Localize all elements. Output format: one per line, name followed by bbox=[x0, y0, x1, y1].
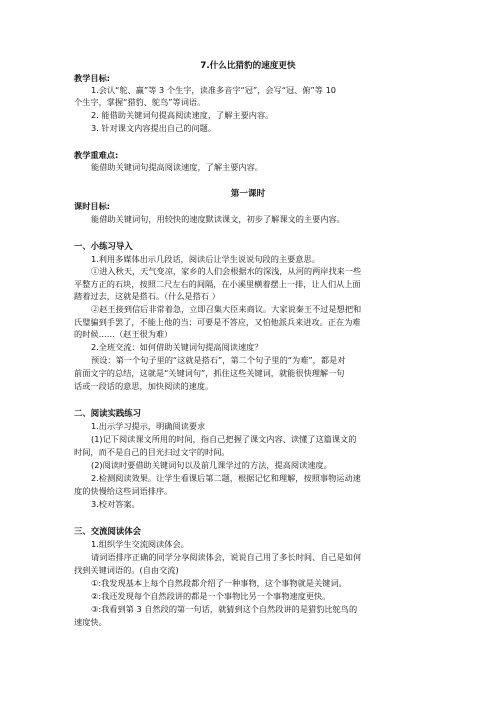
section-1-para-3-line-1: ②赵王接到信后非常着急，立即召集大臣来商议。大家说秦王不过是想把和 bbox=[91, 304, 362, 314]
section-1-para-5-line-2: 前面文字的总结，这就是“关键词句”，抓住这些关键词，就能很快理解一句 bbox=[74, 368, 345, 378]
key-points-text: 能借助关键词句提高阅读速度，了解主要内容。 bbox=[91, 162, 263, 172]
section-1-para-3-line-2: 氏璧骗到手罢了，不能上他的当；可要是不答应，又怕他派兵来进攻。正在为难 bbox=[74, 317, 361, 327]
section-2-para-5: 3.校对答案。 bbox=[91, 499, 140, 509]
section-1-para-5-line-3: 话或一段话的意思，加快阅读的速度。 bbox=[74, 381, 214, 391]
section-2-para-1: 1.出示学习提示，明确阅读要求 bbox=[91, 421, 206, 431]
section-3-para-3: ①:我发现基本上每个自然段都介绍了一种事物，这个事物就是关键词。 bbox=[91, 578, 347, 588]
document-title: 7.什么比猎豹的速度更快 bbox=[200, 61, 296, 71]
section-3-para-4: ②:我还发现每个自然段讲的都是一个事物比另一个事物速度更快。 bbox=[91, 591, 331, 601]
section-1-para-2-line-3: 踏着过去，这就是搭石。（什么是搭石 ） bbox=[74, 291, 220, 301]
section-1-para-1: 1.利用多媒体出示几段话，阅读后让学生说说句段的主要意思。 bbox=[91, 254, 320, 264]
section-1-para-4: 2.全班交流：如何借助关键词句提高阅读速度？ bbox=[91, 342, 263, 352]
section-1-para-3-line-3: 的时候……（赵王很为难） bbox=[74, 329, 173, 339]
section-3-para-5-line-1: ③:我看到第 3 自然段的第一句话，就猜到这个自然段讲的是猎豹比鸵鸟的 bbox=[91, 604, 358, 614]
lesson-title: 第一课时 bbox=[230, 189, 266, 199]
key-points-heading: 教学重难点: bbox=[74, 150, 119, 160]
goal-3: 3. 针对课文内容提出自己的问题。 bbox=[91, 123, 217, 133]
lesson-goal-text: 能借助关键词句，用较快的速度默读课文，初步了解课文的主要内容。 bbox=[91, 214, 345, 224]
lesson-goal-heading: 课时目标: bbox=[74, 201, 111, 211]
section-2-para-2-line-1: (1)记下阅读课文所用的时间，指自己把握了课文内容、读懂了这篇课文的 bbox=[91, 434, 357, 444]
section-3-para-1: 1.组织学生交流阅读体会。 bbox=[91, 539, 189, 549]
section-3-para-2-line-2: 找到关键词语的。(自由交流) bbox=[74, 565, 179, 575]
goal-2: 2. 能借助关键词句提高阅读速度，了解主要内容。 bbox=[91, 110, 274, 120]
goal-1-line-1: 1.会认“鸵、赢”等 3 个生字，读准多音字“冠”，会写“冠、俯”等 10 bbox=[91, 85, 337, 95]
section-1-para-5-line-1: 预设：第一个句子里的“这就是搭石”，第二个句子里的“为难”，都是对 bbox=[91, 355, 346, 365]
section-2-para-3: (2)阅读时要借助关键词句以及前几课学过的方法，提高阅读速度。 bbox=[91, 460, 332, 470]
section-2-para-2-line-2: 时间，而不是自己的目光扫过文字的时间。 bbox=[74, 447, 230, 457]
section-3-para-2-line-1: 请词语排序正确的同学分享阅读体会，说说自己用了多长时间、自己是如何 bbox=[91, 552, 362, 562]
goal-1-line-2: 个生字，掌握“猎豹、鸵鸟”等词语。 bbox=[74, 97, 206, 107]
section-2-para-4-line-2: 度的快慢给这些词语排序。 bbox=[74, 486, 173, 496]
section-2-para-4-line-1: 2.检测阅读效果。让学生看课后第二题，根据记忆和理解，按照事物运动速 bbox=[91, 473, 361, 483]
section-1-para-2-line-2: 平整方正的石块，按照二尺左右的间隔，在小溪里横着摆上一排，让人们从上面 bbox=[74, 279, 361, 289]
section-2-heading: 二、阅读实践练习 bbox=[74, 408, 141, 418]
section-3-para-5-line-2: 速度快。 bbox=[74, 617, 107, 627]
teaching-goals-heading: 教学目标: bbox=[74, 73, 111, 83]
section-3-heading: 三、交流阅读体会 bbox=[74, 526, 141, 536]
section-1-para-2-line-1: ①进入秋天，天气变凉，家乡的人们会根据水的深浅，从河的两岸找来一些 bbox=[91, 266, 362, 276]
section-1-heading: 一、小练习导入 bbox=[74, 241, 133, 251]
